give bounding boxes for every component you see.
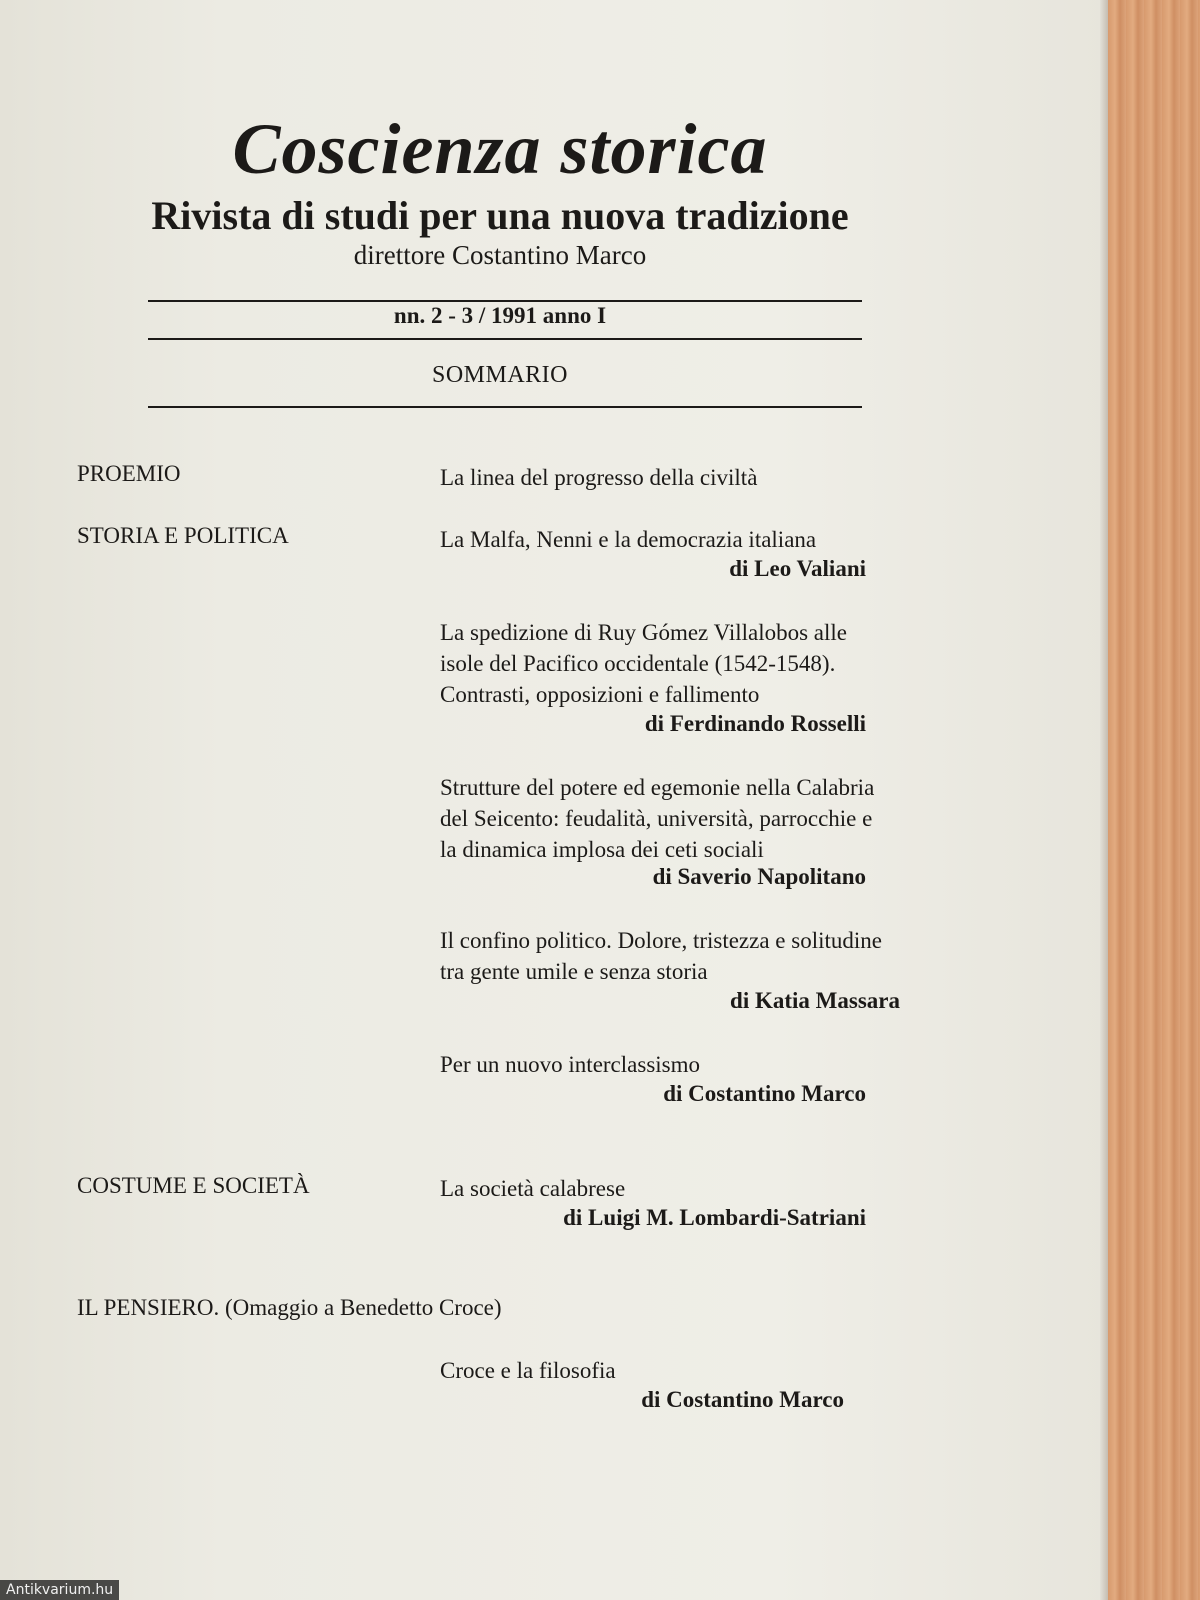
- article-title-line: La Malfa, Nenni e la democrazia italiana: [440, 527, 817, 552]
- journal-director: direttore Costantino Marco: [353, 240, 647, 270]
- article-author: di Saverio Napolitano: [652, 864, 866, 889]
- section-label: COSTUME E SOCIETÀ: [77, 1173, 310, 1198]
- article-title-line: Il confino politico. Dolore, tristezza e solitudine: [440, 928, 882, 953]
- journal-title: Coscienza storica: [232, 109, 768, 189]
- article-title-line: La società calabrese: [440, 1176, 626, 1201]
- article-author: di Costantino Marco: [663, 1081, 866, 1106]
- article-author: di Ferdinando Rosselli: [644, 711, 866, 736]
- article-author: di Leo Valiani: [729, 556, 866, 581]
- bottom-rule: [148, 406, 862, 408]
- article-entry: [440, 462, 930, 493]
- article-author: di Katia Massara: [730, 988, 900, 1013]
- article-title-line: la dinamica implosa dei ceti sociali: [440, 837, 764, 862]
- article-title-line: La linea del progresso della civiltà: [440, 465, 758, 490]
- article-entry: [440, 772, 930, 865]
- section-label: IL PENSIERO. (Omaggio a Benedetto Croce): [77, 1295, 502, 1320]
- article-title-line: Strutture del potere ed egemonie nella Calabria: [440, 775, 875, 800]
- article-author: di Luigi M. Lombardi-Satriani: [563, 1205, 866, 1230]
- article-title-line: Per un nuovo interclassismo: [440, 1052, 700, 1077]
- contents-heading: SOMMARIO: [431, 362, 569, 388]
- article-title-line: del Seicento: feudalità, università, parrocchie e: [440, 806, 873, 831]
- article-entry: [440, 617, 930, 710]
- top-rule: [148, 300, 862, 302]
- watermark: Antikvarium.hu: [0, 1580, 119, 1600]
- article-entry: [440, 524, 930, 555]
- middle-rule: [148, 338, 862, 340]
- journal-subtitle: Rivista di studi per una nuova tradizione: [151, 193, 849, 238]
- article-title-line: isole del Pacifico occidentale (1542-1548).: [440, 651, 836, 676]
- article-title-line: La spedizione di Ruy Gómez Villalobos alle: [440, 620, 847, 645]
- section-label: STORIA E POLITICA: [77, 523, 289, 548]
- article-title-line: Croce e la filosofia: [440, 1358, 616, 1383]
- article-title-line: tra gente umile e senza storia: [440, 959, 708, 984]
- issue-number: nn. 2 - 3 / 1991 anno I: [393, 303, 607, 328]
- article-entry: [440, 1049, 930, 1080]
- article-author: di Costantino Marco: [641, 1387, 844, 1412]
- section-label: PROEMIO: [77, 461, 181, 486]
- article-title-line: Contrasti, opposizioni e fallimento: [440, 682, 760, 707]
- article-entry: [440, 925, 930, 987]
- book-spine: [1108, 0, 1200, 1600]
- article-entry: [440, 1173, 930, 1204]
- article-entry: [440, 1355, 930, 1386]
